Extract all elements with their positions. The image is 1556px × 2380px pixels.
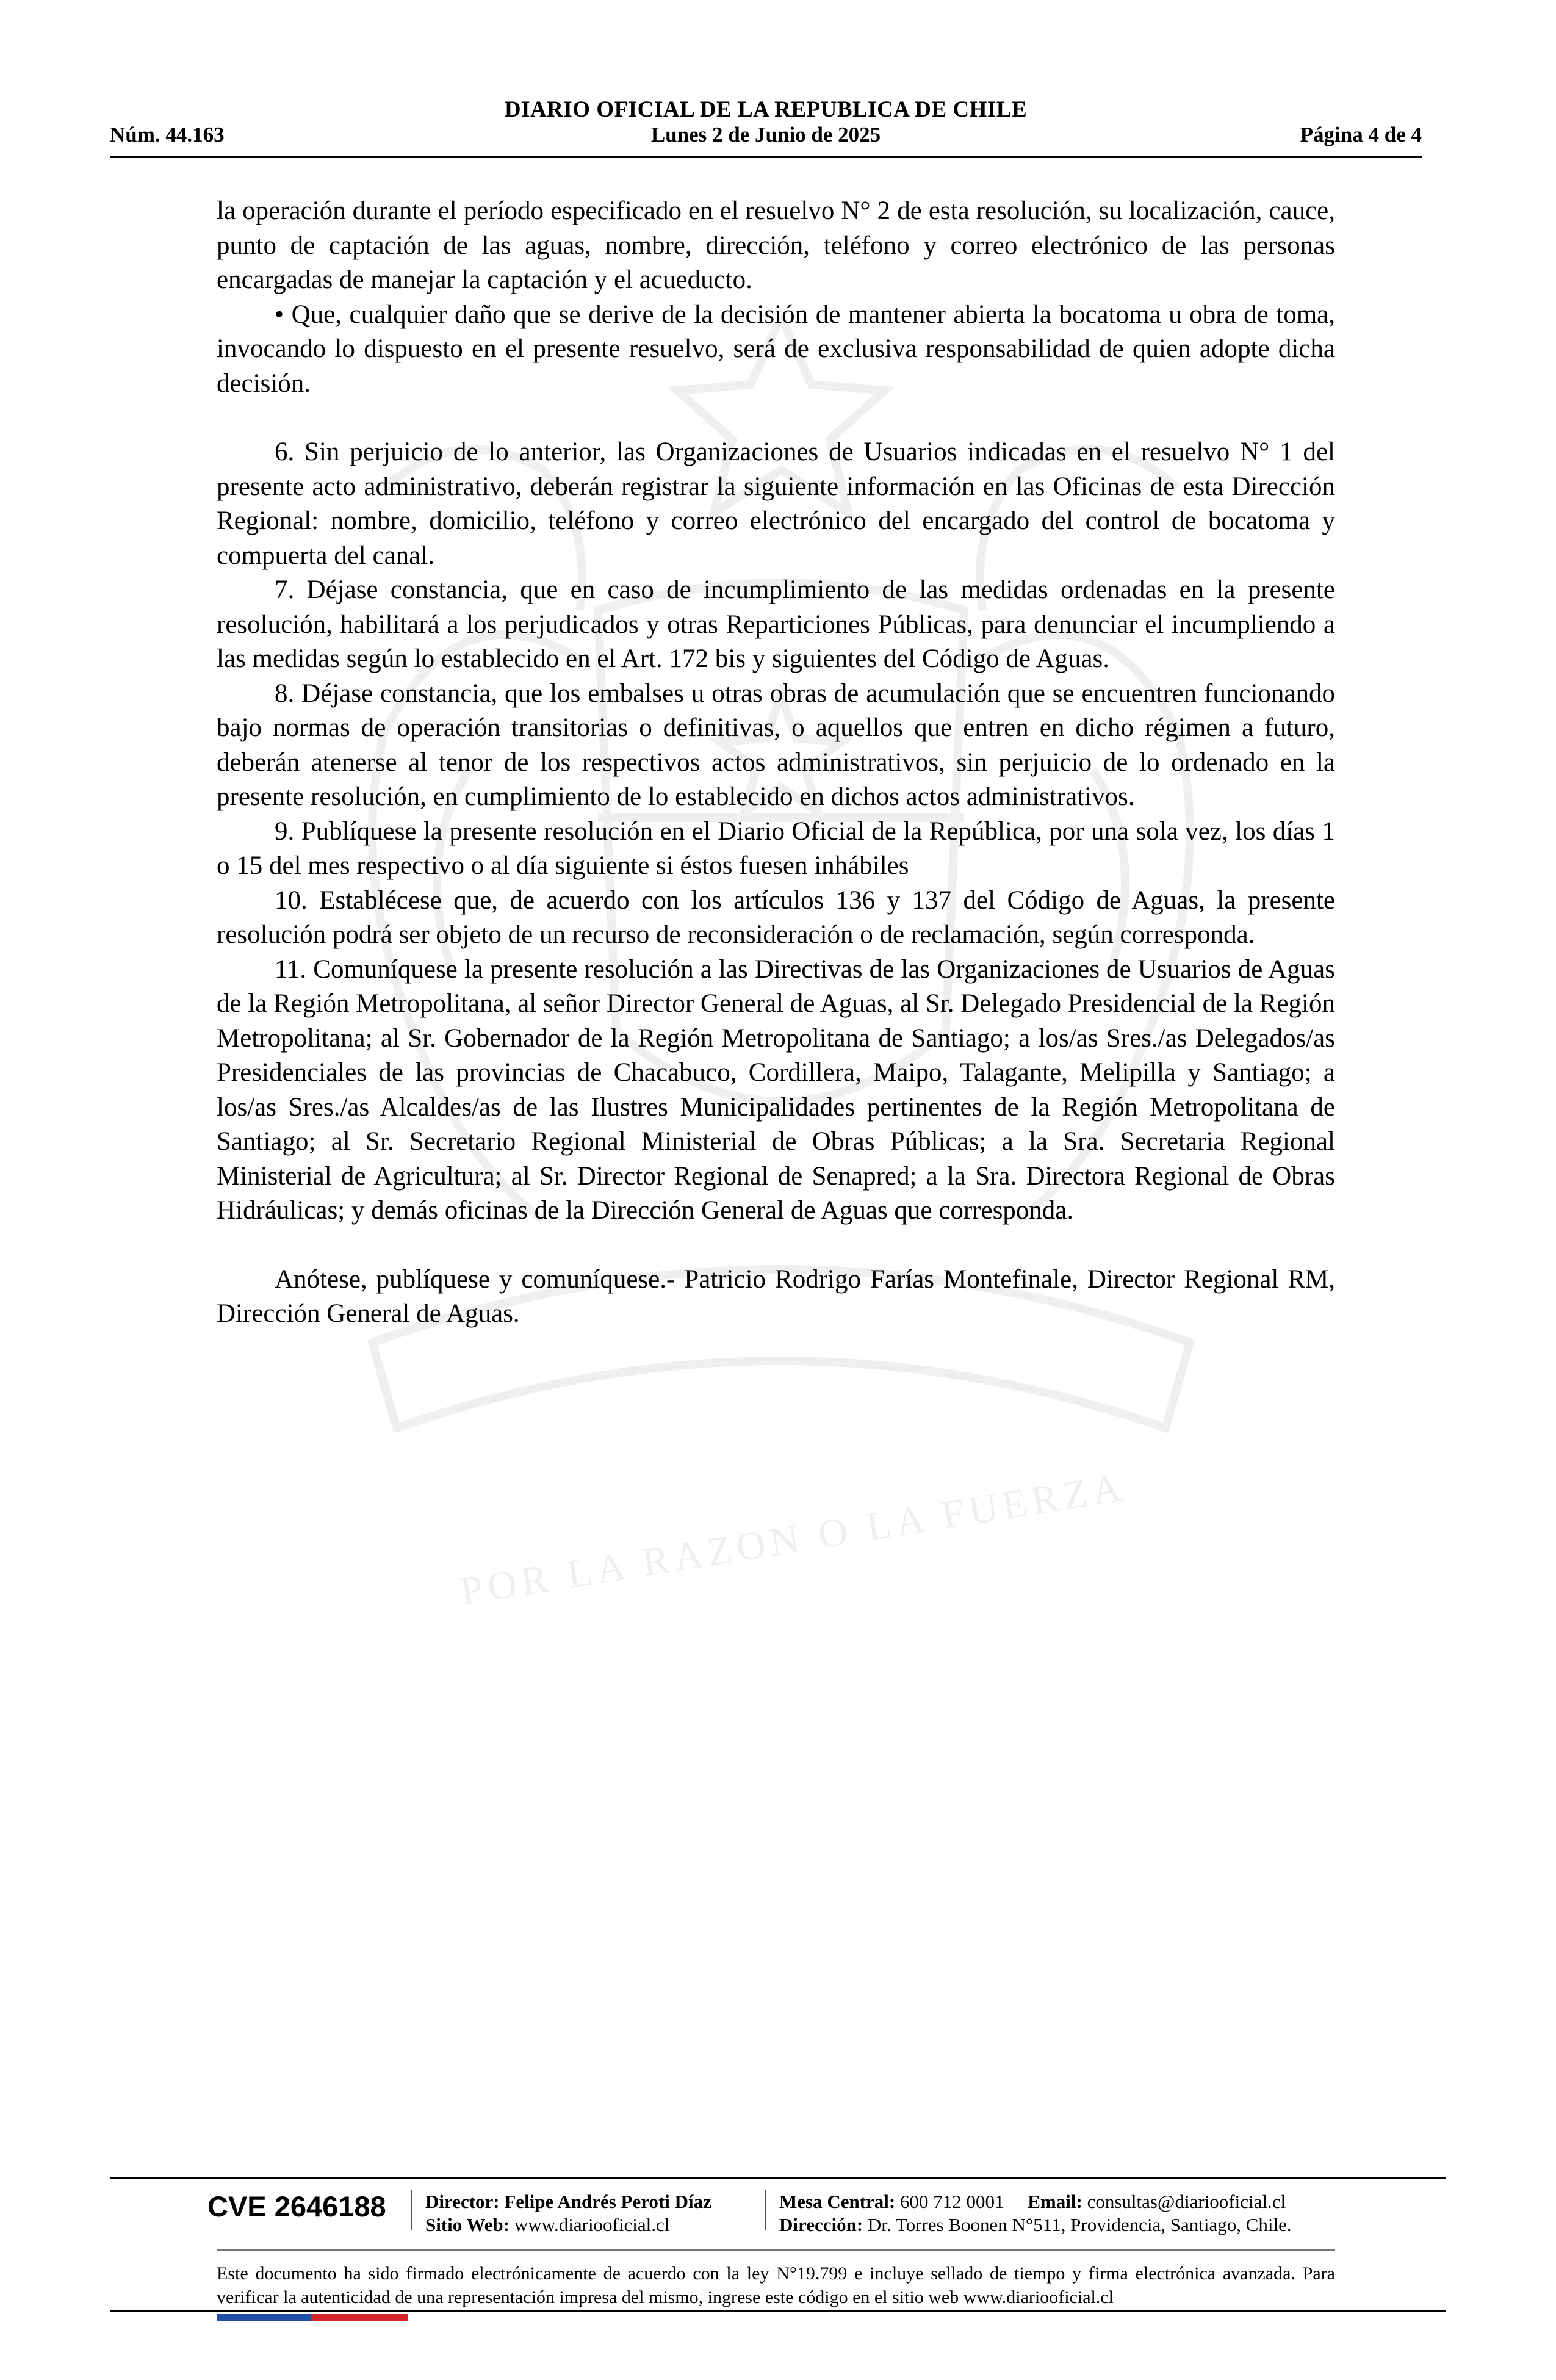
- address-line: [779, 2214, 1292, 2236]
- paragraph-9: 9. Publíquese la presente resolución en el Diario Oficial de la República, por una sola vez, los días 1 o 15 del mes respectivo o al día siguiente si éstos fuesen inhábiles: [217, 817, 1335, 880]
- watermark-motto: POR LA RAZON O LA FUERZA: [457, 1465, 1129, 1614]
- closing-signature: Anótese, publíquese y comuníquese.- Patricio Rodrigo Farías Montefinale, Director Regional RM, Dirección General de Aguas.: [217, 1264, 1335, 1328]
- paragraph-gap: [217, 1228, 1335, 1263]
- director-name: Felipe Andrés Peroti Díaz: [504, 2191, 711, 2212]
- director-line: [425, 2191, 711, 2213]
- newspaper-title: DIARIO OFICIAL DE LA REPUBLICA DE CHILE: [504, 97, 1028, 122]
- page-header: [110, 92, 1422, 159]
- flag-stripe-red: [311, 2314, 408, 2321]
- footer-middle-rule: [217, 2249, 1335, 2251]
- paragraph-11: 11. Comuníquese la presente resolución a las Directivas de las Organizaciones de Usuarios de Aguas de la Región Metropolitana, al señor Director General de Aguas, al Sr. Delegado Presidencial de la Región Metropolitana; al Sr. Gobernador de la Región Metropolitana de Santiago; a los/as Sres./as Delegados/as Presidenciales de las provincias de Chacabuco, Cordillera, Maipo, Talagante, Melipilla y Santiago; a los/as Sres./as Alcaldes/as de las Ilustres Municipalidades pertinentes de la Región Metropolitana de Santiago; al Sr. Secretario Regional Ministerial de Obras Públicas; a la Sra. Secretaria Regional Ministerial de Agricultura; al Sr. Director Regional de Senapred; a la Sra. Directora Regional de Obras Hidráulicas; y demás oficinas de la Dirección General de Aguas que corresponda.: [217, 954, 1335, 1225]
- paragraph-6: 6. Sin perjuicio de lo anterior, las Organizaciones de Usuarios indicadas en el resuelvo N° 1 del presente acto administrativo, deberán registrar la siguiente información en las Oficinas de esta Dirección Regional: nombre, domicilio, teléfono y correo electrónico del encargado del control de bocatoma y compuerta del canal.: [217, 438, 1335, 570]
- paragraph-bullet: • Que, cualquier daño que se derive de la decisión de mantener abierta la bocatoma u obra de toma, invocando lo dispuesto en el presente resuelvo, será de exclusiva responsabilidad de quien adopte dicha decisión.: [217, 300, 1335, 398]
- paragraph-7: 7. Déjase constancia, que en caso de incumplimiento de las medidas ordenadas en la presente resolución, habilitará a los perjudicados y otras Reparticiones Públicas, para denunciar el incumpliendo a las medidas según lo establecido en el Art. 172 bis y siguientes del Código de Aguas.: [217, 575, 1335, 673]
- mesa-label: Mesa Central:: [779, 2191, 896, 2212]
- mesa-phone: 600 712 0001: [900, 2191, 1004, 2212]
- page-number: Página 4 de 4: [1300, 123, 1422, 146]
- website-label: Sitio Web:: [425, 2214, 510, 2235]
- website-line: [425, 2214, 669, 2236]
- email-label: Email:: [1028, 2191, 1082, 2212]
- paragraph-10: 10. Establécese que, de acuerdo con los artículos 136 y 137 del Código de Aguas, la presente resolución podrá ser objeto de un recurso de reconsideración o de reclamación, según corresponda.: [217, 885, 1335, 949]
- issue-number: Núm. 44.163: [110, 123, 225, 146]
- address-label: Dirección:: [779, 2214, 863, 2235]
- paragraph-gap: [217, 401, 1335, 435]
- website-link[interactable]: www.diariooficial.cl: [514, 2214, 670, 2235]
- paragraph-continuation: la operación durante el período especificado en el resuelvo N° 2 de esta resolución, su localización, cauce, punto de captación de las aguas, nombre, dirección, teléfono y correo electrónico de las personas encargadas de manejar la captación y el acueducto.: [217, 197, 1335, 294]
- flag-stripe-blue: [217, 2314, 311, 2321]
- issue-date: Lunes 2 de Junio de 2025: [650, 123, 881, 146]
- cve-code: CVE 2646188: [207, 2190, 386, 2223]
- footer-bottom-rule: [110, 2310, 1446, 2312]
- header-rule: [110, 156, 1422, 158]
- document-body: [217, 194, 1335, 1332]
- footer-separator: [765, 2190, 766, 2230]
- legal-notice: Este documento ha sido firmado electrónicamente de acuerdo con la ley N°19.799 e incluye sellado de tiempo y firma electrónica avanzada. Para verificar la autenticidad de una representación impresa del mismo, ingrese este código en el sitio web www.diariooficial.cl: [217, 2263, 1335, 2307]
- footer-separator: [411, 2190, 412, 2230]
- footer-top-rule: [110, 2177, 1446, 2179]
- address-value: Dr. Torres Boonen N°511, Providencia, Santiago, Chile.: [867, 2214, 1292, 2235]
- paragraph-8: 8. Déjase constancia, que los embalses u otras obras de acumulación que se encuentren funcionando bajo normas de operación transitorias o definitivas, o aquellos que entren en dicho régimen a futuro, deberán atenerse al tenor de los respectivos actos administrativos, sin perjuicio de lo ordenado en la presente resolución, en cumplimiento de lo establecido en dichos actos administrativos.: [217, 679, 1335, 811]
- email-link[interactable]: consultas@diariooficial.cl: [1087, 2191, 1286, 2212]
- contact-line: [779, 2191, 1286, 2213]
- director-label: Director:: [425, 2191, 500, 2212]
